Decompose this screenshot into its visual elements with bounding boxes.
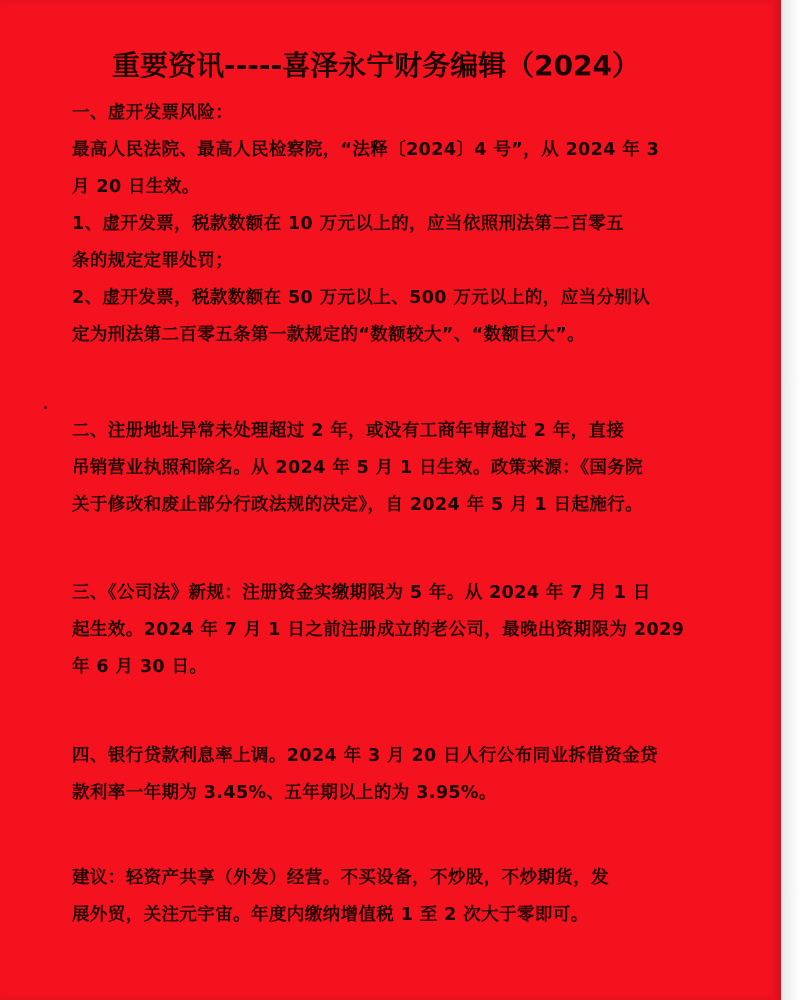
section-4-loan-rate [72,738,727,812]
section-1-intro-line-1: 最高人民法院、最高人民检察院，“法释〔2024〕4 号”，从 2024 年 3 [72,140,660,160]
section-3-company-law [72,575,727,686]
document-title: 重要资讯-----喜泽永宁财务编辑（2024） [112,49,641,82]
section-3-line-3: 年 6 月 30 日。 [72,657,208,677]
section-3-line-2: 起生效。2024 年 7 月 1 日之前注册成立的老公司，最晚出资期限为 2029 [72,620,685,640]
paper-speck [44,406,47,409]
section-1-item-1-line-1: 1、虚开发票，税款数额在 10 万元以上的，应当依照刑法第二百零五 [72,214,624,234]
section-1-item-1-line-2: 条的规定定罪处罚； [72,251,234,271]
section-1-virtual-invoice-risk [72,95,727,354]
advice-line-1: 建议：轻资产共享（外发）经营。不买设备，不炒股，不炒期货，发 [72,868,609,888]
section-1-item-2-line-1: 2、虚开发票，税款数额在 50 万元以上、500 万元以上的，应当分别认 [72,288,651,308]
advice-paragraph [72,860,727,934]
section-2-line-1: 二、注册地址异常未处理超过 2 年，或没有工商年审超过 2 年，直接 [72,421,625,441]
section-3-line-1: 三、《公司法》新规：注册资金实缴期限为 5 年。从 2024 年 7 月 1 日 [72,583,651,603]
section-2-registered-address [72,413,727,524]
section-1-item-2-line-2: 定为刑法第二百零五条第一款规定的“数额较大”、“数额巨大”。 [72,325,586,345]
paper-edge-background [781,0,800,1000]
section-1-heading: 一、虚开发票风险： [72,103,234,123]
section-2-line-2: 吊销营业执照和除名。从 2024 年 5 月 1 日生效。政策来源：《国务院 [72,458,644,478]
advice-line-2: 展外贸，关注元宇宙。年度内缴纳增值税 1 至 2 次大于零即可。 [72,905,589,925]
section-1-intro-line-2: 月 20 日生效。 [72,177,200,197]
section-4-line-1: 四、银行贷款利息率上调。2024 年 3 月 20 日人行公布同业拆借资金贷 [72,746,658,766]
section-2-line-3: 关于修改和废止部分行政法规的决定》，自 2024 年 5 月 1 日起施行。 [72,495,644,515]
section-4-line-2: 款利率一年期为 3.45%、五年期以上的为 3.95%。 [72,783,497,803]
